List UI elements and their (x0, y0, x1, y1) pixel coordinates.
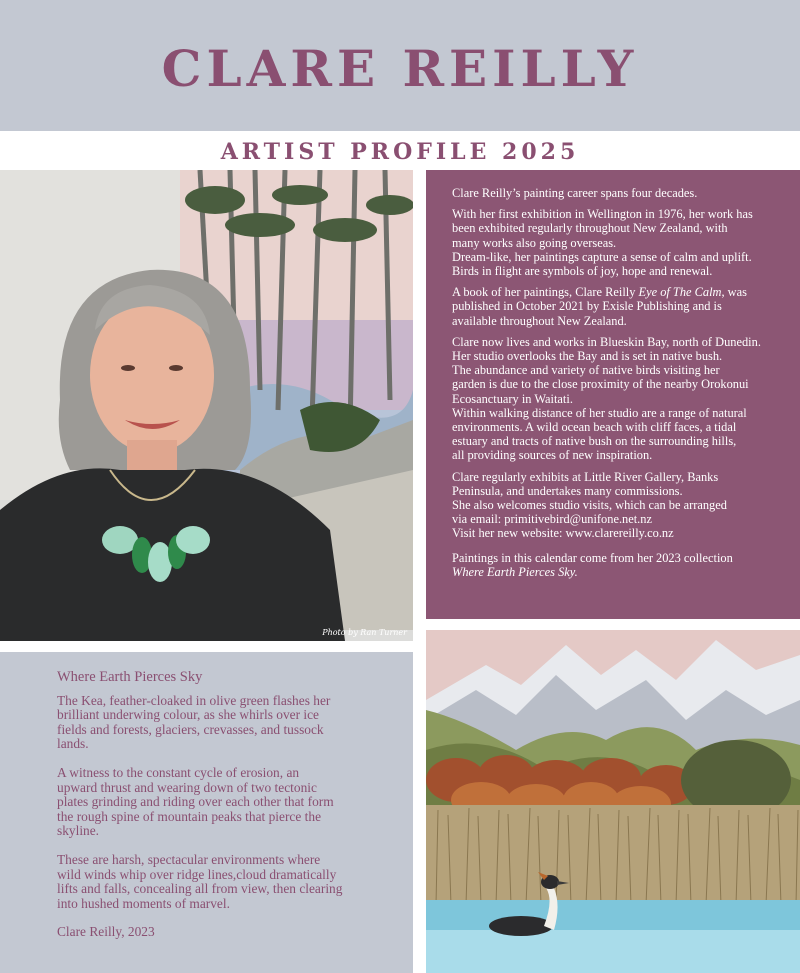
contact-email[interactable]: via email: primitivebird@unifone.net.nz (452, 512, 652, 527)
profile-subtitle: ARTIST PROFILE 2025 (220, 139, 580, 165)
story-paragraph-erosion: A witness to the constant cycle of erosion, an upward thrust and wearing down of two tectonic plates grinding and riding over each other that form the rough spine of mountain peaks that pierce the skyline. (57, 764, 334, 839)
artist-name-title: CLARE REILLY (161, 39, 639, 98)
story-signature: Clare Reilly, 2023 (57, 924, 155, 940)
photo-credit: Photo by Ran Turner (322, 628, 407, 637)
bio-paragraph-career: Clare Reilly’s painting career spans four decades. (452, 186, 698, 200)
portrait-illustration (0, 170, 413, 641)
bio-paragraph-exhibitions: With her first exhibition in Wellington in 1976, her work has been exhibited regularly throughout New Zealand, with many works also going overseas. Dream-like, her paintings capture a sense of calm and uplift. Birds in flight are symbols of joy, hope and renewal. (452, 207, 753, 279)
collection-title: Where Earth Pierces Sky. (452, 564, 578, 579)
bio-paragraph-studio: Clare now lives and works in Blueskin Bay, north of Dunedin. Her studio overlooks the Bay and is set in native bush. The abundance and variety of native birds visiting her garden is due to the close proximity of the nearby Orokonui Ecosanctuary in Waitati. Within walking distance of her studio are a range of natural environments. A wild ocean beach with cliff faces, a tidal estuary and tracts of native bush on the surrounding hills, all providing sources of new inspiration. (452, 334, 761, 463)
painting-illustration (426, 630, 800, 973)
website-link[interactable]: Visit her new website: www.clarereilly.co.nz (452, 526, 674, 541)
book-title: Eye of The Calm (638, 285, 722, 300)
artist-biography-panel (426, 170, 800, 619)
bio-paragraph-contact: Clare regularly exhibits at Little River Gallery, Banks Peninsula, and undertakes many commissions. She also welcomes studio visits, which can be arranged via email: primitivebird@unifone.net.nz Visit her new website: www.clarereilly.co.nz (452, 470, 786, 541)
story-paragraph-kea: The Kea, feather-cloaked in olive green flashes her brilliant underwing colour, as she whirls over ice fields and forests, glaciers, crevasses, and tussock lands. (57, 692, 331, 752)
story-paragraph-environments: These are harsh, spectacular environments where wild winds whip over ridge lines,cloud dramatically lifts and falls, concealing all from view, then clearing into hushed moments of marvel. (57, 851, 343, 911)
artist-portrait-photo (0, 170, 413, 641)
painting-description-panel (0, 652, 413, 973)
collection-heading: Where Earth Pierces Sky (57, 669, 203, 685)
bio-paragraph-collection: Paintings in this calendar come from her 2023 collection Where Earth Pierces Sky. (452, 551, 786, 579)
bio-paragraph-book: A book of her paintings, Clare Reilly Eye of The Calm, was published in October 2021 by Exisle Publishing and is available throughout New Zealand. (452, 285, 747, 328)
landscape-painting (426, 630, 800, 973)
